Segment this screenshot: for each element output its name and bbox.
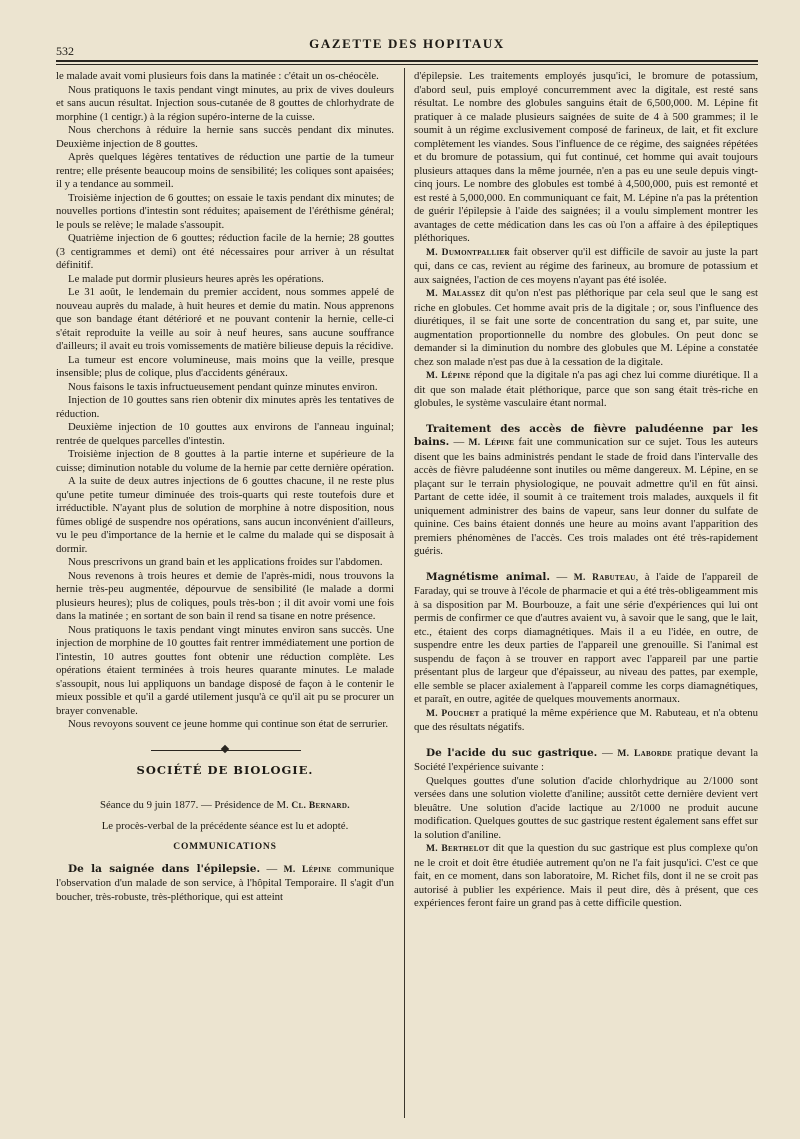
article-text: pratique devant la Société l'expérience suivante : — [414, 746, 758, 773]
spacer — [414, 735, 758, 747]
paragraph — [414, 707, 758, 735]
society-title: SOCIÉTÉ DE BIOLOGIE. — [136, 762, 314, 777]
article-heading: De la saignée dans l'épilepsie. — [68, 862, 261, 875]
article-suc-gastrique — [414, 747, 758, 775]
paragraph: d'épilepsie. Les traitements employés jusqu'ici, le bromure de potassium, d'abord seul, puis employé concurremment avec la digitale, est resté sans résultat. Le nombre des globules sanguins était de 6,500,000. M. Lépine fit pratiquer à ce malade plusieurs saignées de suite de 4 à 500 grammes; il le soumit à un régime exclusivement composé de farineux, de lait, et fit exclure complètement les viandes. Sous l'influence de ce régime, des saignées répétées et du bromure de potassium, qui fut continué, cet homme qui avait toujours plusieurs attaques dans la même journée, n'en a pas eu une seule depuis vingt-cinq jours. Le nombre des globules est tombé à 4,500,000, puis est remonté et est resté à 5,000,000. En communiquant ce fait, M. Lépine n'a pas la prétention de guérir l'épilepsie à l'aide des saignées; il a voulu simplement montrer les avantages de cette médication dans les cas où l'on a affaire à des épileptiques pléthoriques. — [414, 70, 758, 244]
paragraph: Nous revenons à trois heures et demie de l'après-midi, nous trouvons la hernie très-peu augmentée, dépourvue de sensibilité (le malade a dormi plusieurs heures); plus de coliques, pouls très-bon ; il dit avoir vomi une fois dans la matinée ; en sortant de son bain il rend sa tisane en notre présence. — [56, 569, 394, 622]
paragraph: le malade avait vomi plusieurs fois dans la matinée : c'était un os-chéocèle. — [56, 70, 379, 82]
paragraph: Troisième injection de 6 gouttes; on essaie le taxis pendant dix minutes; de nouvelles portions d'intestin sont réduites; apaisement de l'éréthisme général; le pouls se relève; le malade s'assoupit. — [56, 191, 394, 231]
paragraph: Le 31 août, le lendemain du premier accident, nous sommes appelé de nouveau auprès du malade, à huit heures et demie du matin. Nous apprenons que son bandage étant détérioré et ne pouvant contenir la hernie, celle-ci s'était reproduite la veille au soir à neuf heures, sans aucune souffrance d'ailleurs; il avait eu trois vomissements de matière bilieuse depuis la récidive. — [56, 286, 394, 352]
speaker-name: M. Lépine — [468, 438, 515, 448]
running-head: GAZETTE DES HOPITAUX — [309, 36, 505, 51]
paragraph-text: a pratiqué la même expérience que M. Rabuteau, et n'a obtenu que des résultats négatifs. — [414, 706, 759, 733]
header-rule-thick — [56, 60, 758, 62]
article-lepine — [56, 863, 394, 905]
minutes-line: Le procès-verbal de la précédente séance est lu et adopté. — [101, 819, 349, 832]
paragraph: Deuxième injection de 10 gouttes aux environs de l'anneau inguinal; rentrée de quelques parcelles d'intestin. — [56, 421, 394, 447]
article-text: , à l'aide de l'appareil de Faraday, qui se trouve à l'école de pharmacie et qui a été très-obligeamment mis à sa disposition par M. Bourbouze, a fait une série d'expériences qui lui ont permis de confirmer ce que d'autres avaient vu, à savoir que le sang, que le lait, etc., étaient des corps diamagnétiques. Mais il a eu l'idée, en outre, de suspendre entre les deux parties de l'appareil une grenouille. Si l'animal est suspendu de façon à se trouver en rapport avec l'appareil par une partie présentant plus de largeur que d'épaisseur, au niveau des pattes, par exemple, elle semble se placer axialement à l'appareil comme les corps diamagnétiques, et paraît, en outre, agitée de quelques mouvements anormaux. — [414, 570, 759, 705]
paragraph — [414, 369, 758, 411]
article-magnetisme — [414, 571, 758, 707]
paragraph: Quatrième injection de 6 gouttes; réduction facile de la hernie; 28 gouttes (3 centigrammes et demi) ont été nécessaires pour arriver à un résultat définitif. — [56, 232, 394, 271]
article-heading: De l'acide du suc gastrique. — [426, 746, 598, 759]
communications-label: COMMUNICATIONS — [173, 842, 277, 852]
column-divider — [404, 68, 405, 1118]
article-heading: Magnétisme animal. — [426, 570, 551, 583]
speaker-name: M. Berthelot — [426, 844, 490, 854]
paragraph-text: répond que la digitale n'a pas agi chez lui comme diurétique. Il a dit que son malade était pléthorique, parce que son sang était très-riche en globules, le système vasculaire étant normal. — [414, 369, 758, 409]
article-text: communique l'observation d'un malade de son service, à l'hôpital Temporaire. Il s'agit d'un boucher, très-robuste, très-pléthorique, qui est atteint — [56, 862, 394, 903]
paragraph: Nous prescrivons un grand bain et les applications froides sur l'abdomen. — [68, 556, 383, 568]
header-rule-thin — [56, 64, 758, 65]
paragraph: La tumeur est encore volumineuse, mais moins que la veille, presque insensible; plus de colique, plus d'accidents généraux. — [56, 353, 394, 379]
left-column — [56, 70, 394, 904]
article-heading: Traitement des accès de fièvre paludéenne par les bains. — [414, 422, 758, 448]
speaker-name: M. Rabuteau — [573, 572, 636, 583]
dash: — — [550, 570, 574, 583]
ornament-diamond — [221, 744, 229, 752]
speaker-name: M. Dumontpallier — [426, 247, 510, 258]
paragraph: Nous revoyons souvent ce jeune homme qui continue son état de serrurier. — [68, 718, 389, 730]
right-column — [414, 70, 758, 911]
paragraph-text: dit qu'on n'est pas pléthorique par cela seul que le sang est riche en globules. Cet homme avait pris de la digitale ; or, sous l'influence des diurétiques, il se fait une sorte de concentration du sang et, par suite, une augmentation proportionnelle du nombre des globules. On peut donc se demander si la diminution du nombre des globules que M. Lépine a constatée chez son malade n'est pas due à la cessation de la digitale. — [414, 287, 758, 368]
paragraph-text: dit que la question du suc gastrique est plus complexe qu'on ne le croit et doit être étudiée autrement qu'on ne l'a fait jusqu'ici. C'est ce que fait, en ce moment, dans son laboratoire, M. Richet fils, dont il ne se croit pas autorisé à publier les expérience. Mais il peut dire, dès à présent, que ces expériences feront faire un grand pas à cette difficile question. — [414, 842, 758, 909]
speaker-name: M. Malassez — [426, 289, 486, 299]
paragraph: Le malade put dormir plusieurs heures après les opérations. — [68, 272, 324, 285]
session-line — [56, 799, 394, 814]
paragraph: Quelques gouttes d'une solution d'acide chlorhydrique au 2/1000 sont versées dans une solution violette d'aniline; aussitôt cette dernière devient vert bleuâtre. Une solution d'acide lactique au 2/1000 ne produit aucune modification. Quelques gouttes de suc gastrique restent également sans effet sur la solution d'aniline. — [414, 774, 758, 841]
paragraph: A la suite de deux autres injections de 6 gouttes chacune, il ne reste plus qu'une petite tumeur diminuée des trois-quarts qui reste toutefois dure et irréductible. N'ayant plus de solution de morphine à notre disposition, nous fûmes obligé de suspendre nos opérations, sans aucun inconvénient d'ailleurs, vu le peu d'importance de la hernie et le calme du malade qui se disposait à dormir. — [56, 475, 394, 555]
paragraph — [414, 287, 758, 369]
article-text: fait une communication sur ce sujet. Tous les auteurs disent que les bains administrés pendant le stade de froid dans l'intervalle des accès de fièvre paludéenne sont inutiles ou même dangereux. M. Lépine, en se plaçant sur le terrain physiologique, ne pouvait admettre qu'il en fût ainsi. Partant de cette idée, il soumit à ce traitement trois malades, auxquels il fit uniquement administrer des bains de vapeur, sans leur donner du sulfate de quinine. Ces bains étaient donnés une heure au moins avant l'apparition des premiers phénomènes de l'accès. Ces trois malades ont été très-rapidement guéris. — [414, 436, 758, 557]
dash: — — [449, 436, 469, 448]
speaker-name: M. Lépine — [426, 371, 471, 381]
speaker-name: M. Lépine — [283, 864, 332, 875]
paragraph: Nous cherchons à réduire la hernie sans succès pendant dix minutes. Deuxième injection de 8 gouttes. — [56, 124, 394, 150]
dash: — — [260, 862, 284, 875]
spacer — [414, 411, 758, 423]
paragraph: Nous pratiquons le taxis pendant vingt minutes environ sans succès. Une injection de morphine de 10 gouttes fait rentrer immédiatement une portion de l'intestin, 10 autres gouttes font obtenir une réduction complète. Les opérations étaient terminées à trois heures quarante minutes. Le malade s'assoupit, nous lui appliquons un bandage disposé de façon à le contenir le mieux possible et qu'il a gardé utilement jusqu'à ce qu'il ait pu se procurer un brayer convenable. — [56, 623, 394, 717]
page-header — [56, 36, 758, 62]
article-fievre — [414, 423, 758, 559]
paragraph: Nous pratiquons le taxis pendant vingt minutes, au prix de vives douleurs et sans aucun résultat. Injection sous-cutanée de 8 gouttes de chlorhydrate de morphine (1 centigr.) à la région supéro-interne de la cuisse. — [56, 83, 394, 123]
paragraph — [414, 246, 758, 288]
paragraph: Troisième injection de 8 gouttes à la partie interne et supérieure de la cuisse; diminution notable du volume de la hernie par cette dernière opération. — [56, 448, 394, 474]
spacer — [414, 559, 758, 571]
paragraph: Après quelques légères tentatives de réduction une partie de la tumeur rentre; elle présente beaucoup moins de sensibilité; les coliques sont apaisées; il y a tendance au sommeil. — [56, 151, 394, 190]
session-president: Cl. Bernard. — [291, 801, 350, 811]
paragraph: Injection de 10 gouttes sans rien obtenir dix minutes après les tentatives de réduction. — [56, 394, 394, 420]
paragraph-text: fait observer qu'il est difficile de savoir au juste la part qui, dans ce cas, revient au régime des farineux, au bromure de potassium et aux saignées, l'action de ces moyens n'ayant pas été isolée. — [414, 245, 758, 286]
session-prefix: Séance du 9 juin 1877. — Présidence de M. — [100, 799, 292, 811]
speaker-name: M. Laborde — [617, 748, 673, 759]
page-number: 532 — [56, 44, 74, 58]
paragraph — [414, 842, 758, 911]
speaker-name: M. Pouchet — [426, 708, 480, 719]
section-ornament — [56, 746, 394, 754]
paragraph: Nous faisons le taxis infructueusement pendant quinze minutes environ. — [68, 380, 378, 393]
dash: — — [597, 746, 618, 759]
